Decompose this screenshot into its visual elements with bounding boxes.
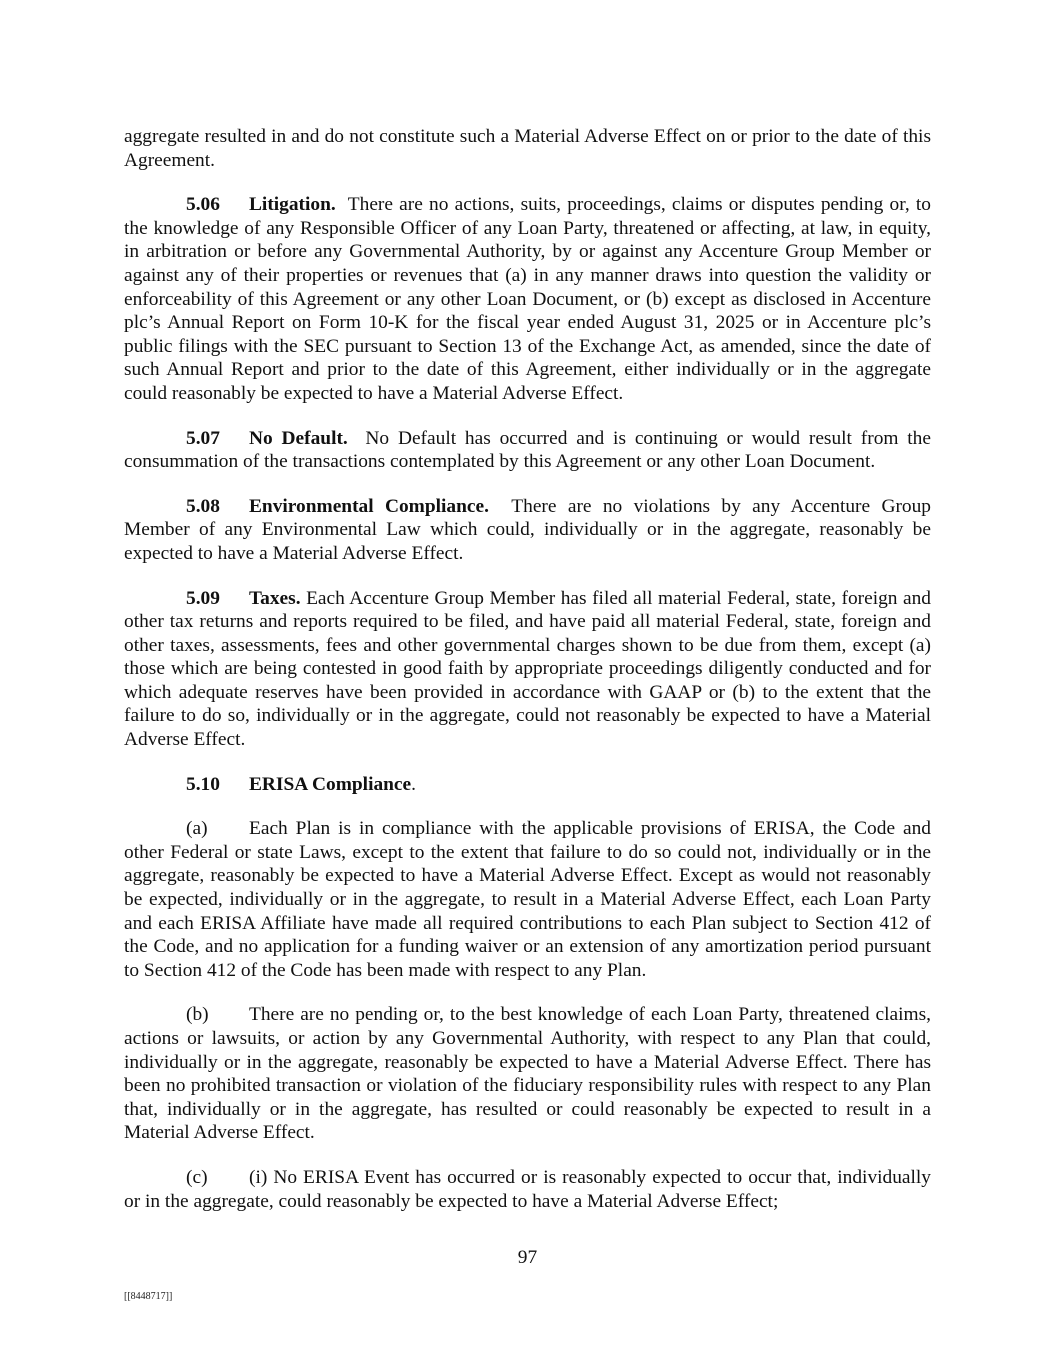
page-number: 97 — [517, 1247, 538, 1268]
section-number: 5.06 — [186, 194, 220, 216]
document-id: [[8448717]] — [124, 1291, 173, 1302]
item-label: (b) — [186, 1004, 209, 1026]
section-title: Litigation. — [249, 194, 336, 216]
section-body: There are no violations by any Accenture Group Member of any Environmental Law which could, individually or in the aggregate, reasonably be expected to have a Material Adverse Effect. — [124, 495, 931, 564]
section-body: There are no actions, suits, proceedings, claims or disputes pending or, to the knowledge of any Responsible Officer of any Loan Party, threatened or affecting, at law, in equity, in arbitration or before any Governmental Authority, by or against any Accenture Group Member or against any of their properties or revenues that (a) in any manner draws into question the validity or enforceability of this Agreement or any other Loan Document, or (b) except as disclosed in Accenture plc’s Annual Report on Form 10-K for the fiscal year ended August 31, 2025 or in Accenture plc’s public filings with the SEC pursuant to Section 13 of the Exchange Act, as amended, since the date of such Annual Report and prior to the date of this Agreement, either individually or in the aggregate could reasonably be expected to have a Material Adverse Effect. — [124, 194, 931, 404]
section-body: Each Accenture Group Member has filed all material Federal, state, foreign and other tax returns and reports required to be filed, and have paid all material Federal, state, foreign and other taxes, assessments, fees and other governmental charges shown to be due from them, except (a) those which are being contested in good faith by appropriate proceedings diligently conducted and for which adequate reserves have been provided in accordance with GAAP or (b) to the extent that the failure to do so, individually or in the aggregate, could not reasonably be expected to have a Material Adverse Effect. — [124, 587, 931, 751]
section-title: No Default. — [249, 427, 348, 449]
section-5-07 — [124, 427, 931, 474]
section-number: 5.10 — [186, 773, 220, 795]
section-title-punctuation: . — [411, 773, 417, 795]
erisa-item-a — [124, 817, 931, 982]
section-5-06 — [124, 193, 931, 405]
item-label: (a) — [186, 818, 208, 840]
continuation-paragraph: aggregate resulted in and do not constitute such a Material Adverse Effect on or prior to the date of this Agreement. — [124, 126, 931, 171]
section-5-09 — [124, 587, 931, 752]
item-label: (c) — [186, 1166, 208, 1188]
section-title: Environmental Compliance. — [249, 495, 489, 517]
item-body: Each Plan is in compliance with the applicable provisions of ERISA, the Code and other Federal or state Laws, except to the extent that failure to do so could not, individually or in the aggregate, reasonably be expected to have a Material Adverse Effect. Except as would not reasonably be expected, individually or in the aggregate, to result in a Material Adverse Effect, each Loan Party and each ERISA Affiliate have made all required contributions to each Plan subject to Section 412 of the Code, and no application for a funding waiver or an extension of any amortization period pursuant to Section 412 of the Code has been made with respect to any Plan. — [124, 818, 931, 981]
section-5-08 — [124, 495, 931, 566]
section-number: 5.09 — [186, 587, 220, 609]
section-title: ERISA Compliance — [249, 773, 412, 795]
section-number: 5.07 — [186, 427, 220, 449]
section-body: No Default has occurred and is continuing or would result from the consummation of the transactions contemplated by this Agreement or any other Loan Document. — [124, 427, 931, 473]
document-page — [124, 125, 931, 1234]
item-body: There are no pending or, to the best knowledge of each Loan Party, threatened claims, actions or lawsuits, or action by any Governmental Authority, with respect to any Plan that could, individually or in the aggregate, reasonably be expected to have a Material Adverse Effect. There has been no prohibited transaction or violation of the fiduciary responsibility rules with respect to any Plan that, individually or in the aggregate, has resulted or could reasonably be expected to result in a Material Adverse Effect. — [124, 1004, 931, 1144]
section-number: 5.08 — [186, 495, 220, 517]
erisa-item-b — [124, 1003, 931, 1145]
item-body: (i) No ERISA Event has occurred or is reasonably expected to occur that, individually or in the aggregate, could reasonably be expected to have a Material Adverse Effect; — [124, 1166, 931, 1212]
erisa-item-c — [124, 1166, 931, 1213]
section-5-10-heading — [124, 773, 931, 797]
section-title: Taxes. — [249, 587, 301, 609]
